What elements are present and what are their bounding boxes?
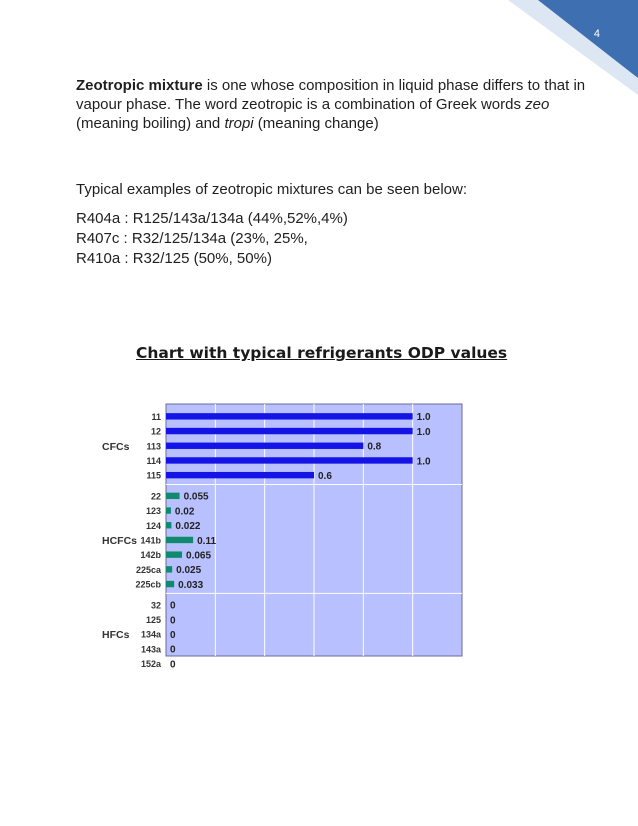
bar xyxy=(166,457,413,463)
examples-intro: Typical examples of zeotropic mixtures can be seen below: xyxy=(76,181,468,198)
data-label: 1.0 xyxy=(416,426,431,438)
word-zeo: zeo xyxy=(525,96,550,113)
bar xyxy=(166,551,182,557)
category-label: 225ca xyxy=(135,564,161,575)
bar xyxy=(166,443,363,449)
data-label: 1.0 xyxy=(416,456,431,468)
category-label: 152a xyxy=(140,659,161,670)
example-item: R404a : R125/143a/134a (44%,52%,4%) xyxy=(76,210,348,227)
data-label: 0 xyxy=(170,629,176,641)
data-label: 0.11 xyxy=(197,535,217,547)
intro-text-2: (meaning boiling) and xyxy=(76,115,225,132)
bar xyxy=(166,428,413,434)
bar xyxy=(166,493,180,499)
category-label: 143a xyxy=(140,644,161,655)
data-label: 0.065 xyxy=(186,550,212,562)
chart-title: Chart with typical refrigerants ODP values xyxy=(136,344,508,362)
data-label: 0.8 xyxy=(367,441,382,453)
data-label: 0 xyxy=(170,659,176,671)
category-label: 32 xyxy=(150,600,161,611)
category-label: 124 xyxy=(145,520,161,531)
term-zeotropic-mixture: Zeotropic mixture xyxy=(76,77,203,94)
page-number: 4 xyxy=(593,28,600,40)
bar xyxy=(166,537,193,543)
category-label: 134a xyxy=(140,629,161,640)
category-label: 22 xyxy=(150,491,161,502)
intro-text-3: (meaning change) xyxy=(253,115,379,132)
data-label: 0.055 xyxy=(183,491,209,503)
bar xyxy=(166,522,171,528)
bar xyxy=(166,581,174,587)
category-label: 12 xyxy=(150,426,161,437)
bar xyxy=(166,472,314,478)
data-label: 1.0 xyxy=(416,412,431,424)
data-label: 0.6 xyxy=(318,470,332,482)
odp-chart xyxy=(90,396,528,671)
bar xyxy=(166,507,171,513)
category-label: 123 xyxy=(145,506,161,517)
data-label: 0.02 xyxy=(174,506,195,518)
category-label: 114 xyxy=(146,455,161,466)
category-label: 125 xyxy=(145,614,161,625)
intro-text-1: is one whose composition in liquid phase differs to that in vapour phase. The word zeotropic is a combination of Greek words xyxy=(76,77,586,113)
odp-bar-chart xyxy=(90,396,528,671)
data-label: 0 xyxy=(170,644,176,656)
category-label: 142b xyxy=(140,550,161,561)
category-label: 225cb xyxy=(135,579,161,590)
examples-list xyxy=(76,209,596,269)
data-label: 0 xyxy=(170,600,176,612)
example-item: R407c : R32/125/134a (23%, 25%, xyxy=(76,230,308,247)
word-tropi: tropi xyxy=(224,115,254,132)
data-label: 0.025 xyxy=(176,565,202,577)
category-label: 11 xyxy=(151,411,161,422)
group-label: HFCs xyxy=(102,629,130,642)
bar xyxy=(166,413,413,419)
category-label: 113 xyxy=(146,441,161,452)
intro-paragraph xyxy=(76,76,596,133)
group-label: CFCs xyxy=(102,440,130,453)
bar xyxy=(166,566,172,572)
category-label: 115 xyxy=(146,470,161,481)
data-label: 0.033 xyxy=(178,579,204,591)
data-label: 0.022 xyxy=(175,521,201,533)
page-content xyxy=(76,76,596,269)
example-item: R410a : R32/125 (50%, 50%) xyxy=(76,250,272,267)
category-label: 141b xyxy=(140,535,161,546)
data-label: 0 xyxy=(170,615,176,627)
group-label: HCFCs xyxy=(102,534,138,547)
